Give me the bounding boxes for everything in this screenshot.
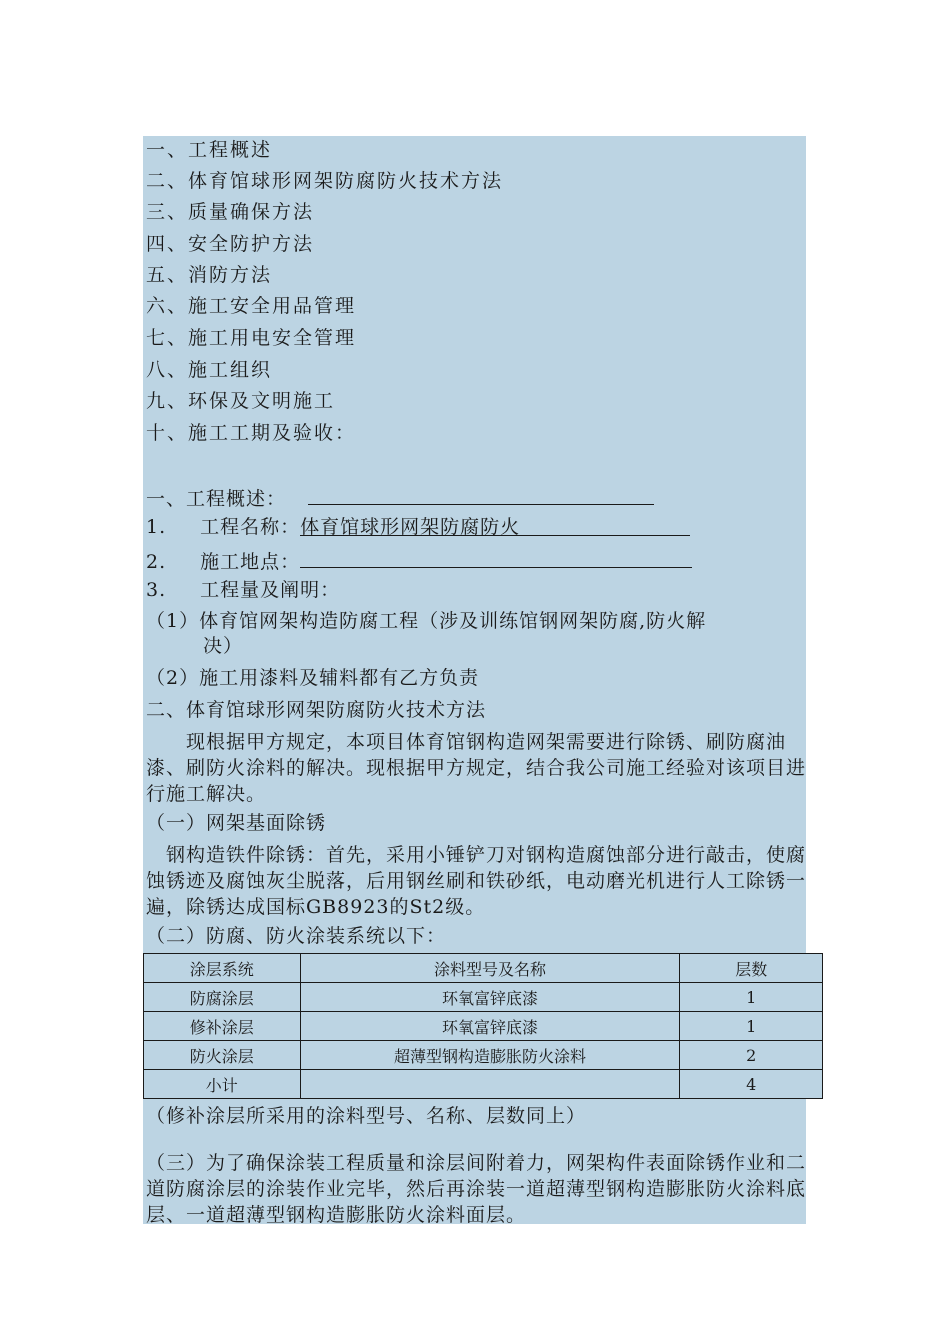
blank-underline [308, 482, 654, 505]
table-cell: 1 [680, 983, 823, 1012]
table-cell: 修补涂层 [144, 1012, 301, 1041]
table-cell: 防火涂层 [144, 1041, 301, 1070]
table-row-subtotal [144, 1070, 823, 1099]
table-cell [300, 1070, 680, 1099]
overview-sub1-line2: 决） [203, 635, 244, 657]
table-row [144, 1041, 823, 1070]
table-cell: 超薄型钢构造膨胀防火涂料 [300, 1041, 680, 1070]
toc-item: 七、施工用电安全管理 [146, 327, 357, 349]
sub1-heading: （一）网架基面除锈 [146, 812, 327, 834]
table-cell: 环氧富锌底漆 [300, 1012, 680, 1041]
table-cell: 环氧富锌底漆 [300, 983, 680, 1012]
overview-item-project-name: 1. 工程名称：体育馆球形网架防腐防火 [146, 513, 690, 541]
toc-item: 五、消防方法 [146, 264, 273, 286]
toc-item: 九、环保及文明施工 [146, 390, 336, 412]
table-cell: 1 [680, 1012, 823, 1041]
toc-item: 三、质量确保方法 [146, 201, 315, 223]
table-row [144, 983, 823, 1012]
table-header: 涂料型号及名称 [300, 954, 680, 983]
overview-sub2: （2）施工用漆料及辅料都有乙方负责 [146, 667, 480, 689]
sub1-text: 钢构造铁件除锈：首先，采用小锤铲刀对钢构造腐蚀部分进行敲击，使腐蚀锈迹及腐蚀灰尘脱落，后用钢丝刷和铁砂纸，电动磨光机进行人工除锈一遍，除锈达成国标GB8923的St2级。 [146, 844, 807, 918]
toc-item: 二、体育馆球形网架防腐防火技术方法 [146, 170, 504, 192]
toc-item: 六、施工安全用品管理 [146, 295, 357, 317]
section2-heading: 二、体育馆球形网架防腐防火技术方法 [146, 699, 487, 721]
toc-item: 十、施工工期及验收： [146, 422, 357, 444]
overview-heading: 一、工程概述： [146, 482, 654, 513]
sub2-heading: （二）防腐、防火涂装系统以下： [146, 925, 447, 947]
location-field [300, 545, 692, 568]
toc-item: 一、工程概述 [146, 139, 273, 161]
sub3-text: （三）为了确保涂装工程质量和涂层间附着力，网架构件表面除锈作业和二道防腐涂层的涂装作业完毕，然后再涂装一道超薄型钢构造膨胀防火涂料底层、一道超薄型钢构造膨胀防火涂料面层。 [146, 1152, 807, 1226]
table-header-row [144, 954, 823, 983]
overview-sub1-line1: （1）体育馆网架构造防腐工程（涉及训练馆钢网架防腐,防火解 [146, 610, 707, 632]
toc-item: 四、安全防护方法 [146, 233, 315, 255]
table-cell: 4 [680, 1070, 823, 1099]
table-cell: 小计 [144, 1070, 301, 1099]
project-name-field: 体育馆球形网架防腐防火 [300, 513, 690, 536]
table-header: 层数 [680, 954, 823, 983]
overview-item-quantity: 3. 工程量及阐明： [146, 579, 341, 601]
section2-intro: 现根据甲方规定，本项目体育馆钢构造网架需要进行除锈、刷防腐油漆、刷防火涂料的解决。现根据甲方规定，结合我公司施工经验对该项目进行施工解决。 [146, 731, 807, 805]
table-note: （修补涂层所采用的涂料型号、名称、层数同上） [146, 1105, 587, 1127]
toc-item: 八、施工组织 [146, 359, 273, 381]
table-header: 涂层系统 [144, 954, 301, 983]
table-row [144, 1012, 823, 1041]
overview-item-location: 2. 施工地点： [146, 545, 692, 576]
table-cell: 2 [680, 1041, 823, 1070]
coating-table [143, 953, 823, 1099]
table-cell: 防腐涂层 [144, 983, 301, 1012]
